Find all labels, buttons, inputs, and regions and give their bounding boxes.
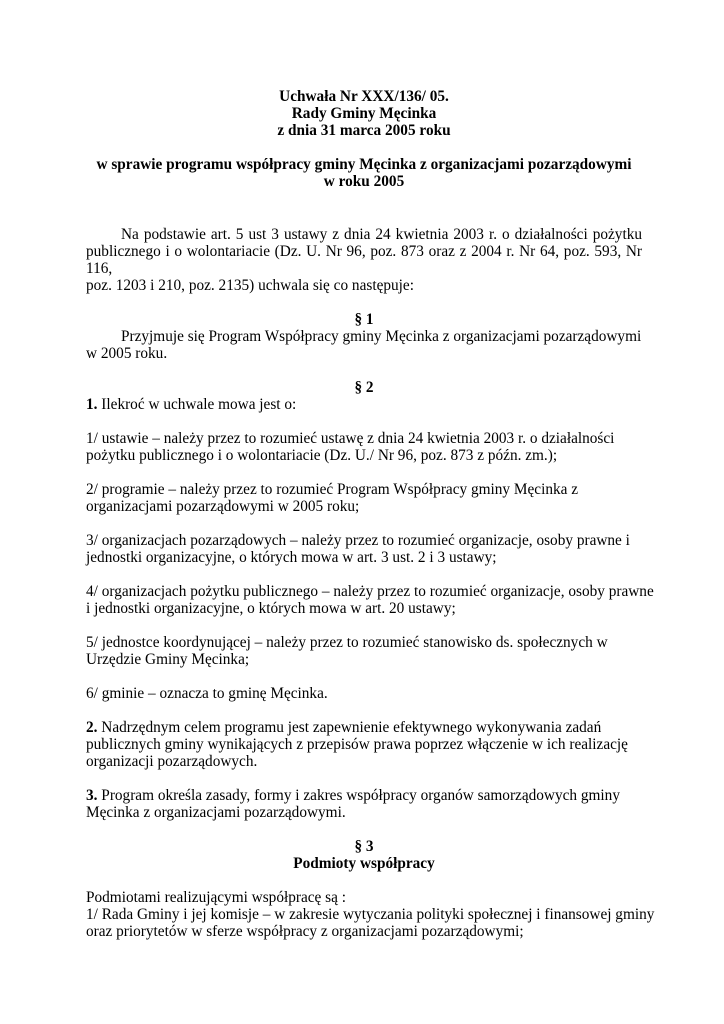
paragraph-1-text: Ilekroć w uchwale mowa jest o:: [97, 396, 297, 413]
paragraph-2-number: 2.: [86, 719, 98, 736]
section-1-heading: § 1: [354, 311, 374, 328]
paragraph-2-line-3: organizacji pozarządowych.: [86, 753, 258, 770]
paragraph-2-text: Nadrzędnym celem programu jest zapewnienie efektywnego wykonywania zadań: [97, 719, 602, 736]
section-1-line-1: Przyjmuje się Program Współpracy gminy Męcinka z organizacjami pozarządowymi: [121, 328, 642, 345]
document-page: [86, 88, 655, 940]
section-3-intro: Podmiotami realizującymi współpracę są :: [86, 889, 346, 906]
resolution-date: z dnia 31 marca 2005 roku: [277, 122, 451, 139]
paragraph-2-line-1: [86, 719, 642, 736]
paragraph-1: [86, 396, 642, 413]
subject-line-2: w roku 2005: [323, 173, 405, 190]
paragraph-3-line-2: Męcinka z organizacjami pozarządowymi.: [86, 804, 346, 821]
council-name: Rady Gminy Męcinka: [291, 105, 437, 122]
preamble-line-2: publicznego i o wolontariacie (Dz. U. Nr 96, poz. 873 oraz z 2004 r. Nr 64, poz. 593, Nr 116,: [86, 243, 642, 277]
definition-4-line-2: i jednostki organizacyjne, o których mowa w art. 20 ustawy;: [86, 600, 456, 617]
paragraph-1-number: 1.: [86, 396, 98, 413]
section-3-heading: § 3: [354, 838, 374, 855]
definition-5-line-1: 5/ jednostce koordynującej – należy przez to rozumieć stanowisko ds. społecznych w: [86, 634, 608, 651]
paragraph-2-line-2: publicznych gminy wynikających z przepisów prawa poprzez włączenie w ich realizację: [86, 736, 628, 753]
definition-4-line-1: 4/ organizacjach pożytku publicznego – należy przez to rozumieć organizacje, osoby prawne: [86, 583, 654, 600]
definition-1-line-1: 1/ ustawie – należy przez to rozumieć ustawę z dnia 24 kwietnia 2003 r. o działalności: [86, 430, 615, 447]
definition-5-line-2: Urzędzie Gminy Męcinka;: [86, 651, 250, 668]
definition-6-line-1: 6/ gminie – oznacza to gminę Męcinka.: [86, 685, 328, 702]
paragraph-3-number: 3.: [86, 787, 98, 804]
preamble-line-3: poz. 1203 i 210, poz. 2135) uchwala się co następuje:: [86, 277, 414, 294]
definition-1-line-2: pożytku publicznego i o wolontariacie (Dz. U./ Nr 96, poz. 873 z późn. zm.);: [86, 447, 558, 464]
definition-2-line-2: organizacjami pozarządowymi w 2005 roku;: [86, 498, 360, 515]
paragraph-3-line-1: [86, 787, 642, 804]
paragraph-3-text: Program określa zasady, formy i zakres współpracy organów samorządowych gminy: [97, 787, 620, 804]
section-3-item-1-line-2: oraz priorytetów w sferze współpracy z organizacjami pozarządowymi;: [86, 923, 524, 940]
definition-3-line-1: 3/ organizacjach pozarządowych – należy przez to rozumieć organizacje, osoby prawne i: [86, 532, 630, 549]
definition-2-line-1: 2/ programie – należy przez to rozumieć Program Współpracy gminy Męcinka z: [86, 481, 579, 498]
definition-3-line-2: jednostki organizacyjne, o których mowa w art. 3 ust. 2 i 3 ustawy;: [86, 549, 497, 566]
subject-line-1: w sprawie programu współpracy gminy Męcinka z organizacjami pozarządowymi: [96, 156, 632, 173]
section-1-line-2: w 2005 roku.: [86, 345, 168, 362]
resolution-title: Uchwała Nr XXX/136/ 05.: [279, 88, 449, 105]
section-3-item-1-line-1: 1/ Rada Gminy i jej komisje – w zakresie wytyczania polityki społecznej i finansowej gminy: [86, 906, 655, 923]
preamble-line-1: Na podstawie art. 5 ust 3 ustawy z dnia 24 kwietnia 2003 r. o działalności pożytku: [121, 226, 642, 243]
section-2-heading: § 2: [354, 379, 374, 396]
section-3-subheading: Podmioty współpracy: [293, 855, 435, 872]
